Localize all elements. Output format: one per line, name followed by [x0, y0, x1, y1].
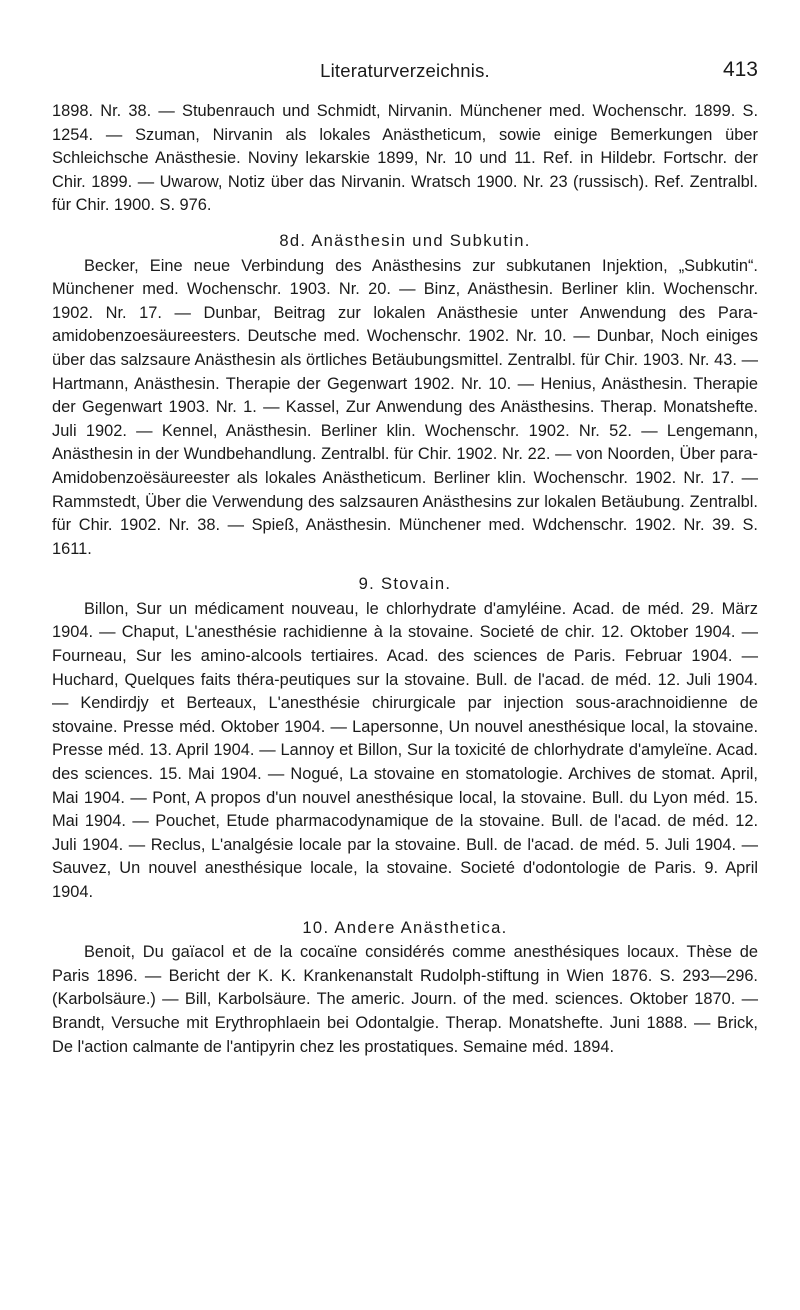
section-1-text: Becker, Eine neue Verbindung des Anästhesins zur subkutanen Injektion, „Subkutin“. Münchener med. Wochenschr. 1903. Nr. 20. — Binz, Anästhesin. Berliner klin. Wochenschr. 1902. Nr. 17. — Dunbar, Beitrag zur lokalen Anästhesie unter Anwendung des Para-amidobenzoesäureesters. Deutsche med. Wochenschr. 1902. Nr. 10. — Dunbar, Noch einiges über das salzsaure Anästhesin als örtliches Betäubungsmittel. Zentralbl. für Chir. 1903. Nr. 43. — Hartmann, Anästhesin. Therapie der Gegenwart 1902. Nr. 10. — Henius, Anästhesin. Therapie der Gegenwart 1903. Nr. 1. — Kassel, Zur Anwendung des Anästhesins. Therap. Monatshefte. Juli 1902. — Kennel, Anästhesin. Berliner klin. Wochenschr. 1902. Nr. 52. — Lengemann, Anästhesin in der Wundbehandlung. Zentralbl. für Chir. 1902. Nr. 22. — von Noorden, Über para-Amidobenzoësäureester als lokales Anästheticum. Berliner klin. Wochenschr. 1902. Nr. 17. — Rammstedt, Über die Verwendung des salzsauren Anästhesins zur lokalen Betäubung. Zentralbl. für Chir. 1902. Nr. 38. — Spieß, Anästhesin. Münchener med. Wdchenschr. 1902. Nr. 39. S. 1611. — [52, 256, 758, 558]
section-1-heading: 8d. Anästhesin und Subkutin. — [279, 230, 531, 250]
page-number: 413 — [722, 58, 758, 81]
book-page — [52, 58, 758, 1059]
running-title: Literaturverzeichnis. — [320, 60, 490, 81]
section-3-text: Benoit, Du gaïacol et de la cocaïne considérés comme anesthésiques locaux. Thèse de Paris 1896. — Bericht der K. K. Krankenanstalt Rudolph-stiftung in Wien 1876. S. 293—296. (Karbolsäure.) — Bill, Karbolsäure. The americ. Journ. of the med. sciences. Oktober 1870. — Brandt, Versuche mit Erythrophlaein bei Odontalgie. Therap. Monatshefte. Juni 1888. — Brick, De l'action calmante de l'antipyrin chez les prostatiques. Semaine méd. 1894. — [52, 943, 758, 1056]
section-2-heading: 9. Stovain. — [358, 574, 452, 594]
section-0-text: 1898. Nr. 38. — Stubenrauch und Schmidt, Nirvanin. Münchener med. Wochenschr. 1899. S. 1254. — Szuman, Nirvanin als lokales Anästheticum, sowie einige Bemerkungen über Schleichsche Anästhesie. Noviny lekarskie 1899, Nr. 10 und 11. Ref. in Hildebr. Fortschr. der Chir. 1899. — Uwarow, Notiz über das Nirvanin. Wratsch 1900. Nr. 23 (russisch). Ref. Zentralbl. für Chir. 1900. S. 976. — [52, 102, 758, 215]
running-head — [52, 58, 758, 86]
section-3-heading: 10. Andere Anästhetica. — [302, 917, 508, 937]
section-2-text: Billon, Sur un médicament nouveau, le chlorhydrate d'amyléine. Acad. de méd. 29. März 1904. — Chaput, L'anesthésie rachidienne à la stovaine. Societé de chir. 12. Oktober 1904. — Fourneau, Sur les amino-alcools tertiaires. Acad. des sciences de Paris. Februar 1904. — Huchard, Quelques faits théra-peutiques sur la stovaine. Bull. de l'acad. de méd. 12. Juli 1904. — Kendirdjy et Berteaux, L'anesthésie chirurgicale par injection sous-arachnoidienne de stovaine. Presse méd. Oktober 1904. — Lapersonne, Un nouvel anesthésique local, la stovaine. Presse méd. 13. April 1904. — Lannoy et Billon, Sur la toxicité de chlorhydrate d'amyleïne. Acad. des sciences. 15. Mai 1904. — Nogué, La stovaine en stomatologie. Archives de stomat. April, Mai 1904. — Pont, A propos d'un nouvel anesthésique local, la stovaine. Bull. du Lyon méd. 15. Mai 1904. — Pouchet, Etude pharmacodynamique de la stovaine. Bull. de l'acad. de méd. 12. Juli 1904. — Reclus, L'analgésie locale par la stovaine. Bull. de l'acad. de méd. 5. Juli 1904. — Sauvez, Un nouvel anesthésique locale, la stovaine. Societé d'odontologie de Paris. 9. April 1904. — [52, 599, 758, 901]
